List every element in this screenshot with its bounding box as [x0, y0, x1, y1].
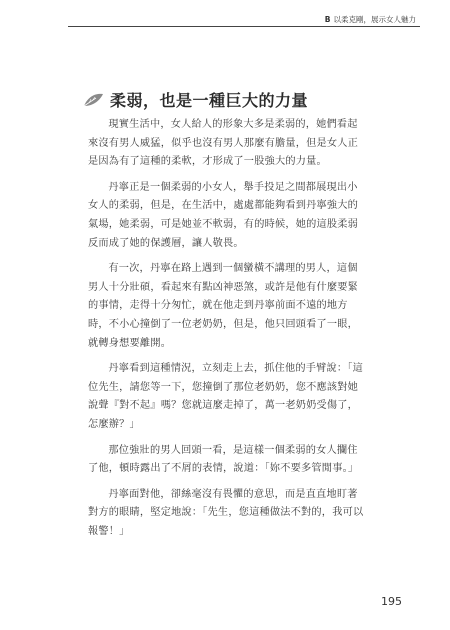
paragraph: 丹寧面對他，卻絲毫沒有畏懼的意思，而是直直地盯著對方的眼睛，堅定地說：「先生，您這種做法不對的，我可以報警！」	[88, 488, 364, 537]
body-text	[88, 116, 368, 548]
leaf-icon	[82, 92, 104, 108]
section-title: 柔弱，也是一種巨大的力量	[110, 91, 309, 110]
paragraph: 有一次，丹寧在路上遇到一個蠻橫不講理的男人，這個男人十分壯碩，看起來有點凶神惡煞，或許是他有什麼要緊的事情，走得十分匆忙，就在他走到丹寧前面不遠的地方時，不小心撞倒了一位老奶奶，但是，他只回頭看了一眼，就轉身想要離開。	[88, 263, 359, 349]
paragraph: 丹寧看到這種情況，立刻走上去，抓住他的手臂說：「這位先生，請您等一下，您撞倒了那位老奶奶，您不應該對她說聲『對不起』嗎？您就這麼走掉了，萬一老奶奶受傷了，怎麼辦？」	[88, 363, 363, 430]
header-mark: 𝗕	[324, 15, 331, 24]
paragraph: 那位強壯的男人回頭一看，是這樣一個柔弱的女人攔住了他，頓時露出了不屑的表情，說道：「妳不要多管閒事。」	[88, 444, 359, 475]
header-text: 以柔克剛，展示女人魅力	[333, 15, 416, 24]
page-number: 195	[381, 595, 402, 608]
header-rule	[68, 26, 420, 27]
section-heading	[82, 88, 308, 111]
running-header	[325, 14, 416, 25]
paragraph: 現實生活中，女人給人的形象大多是柔弱的，她們看起來沒有男人威猛，似乎也沒有男人那麼有膽量，但是女人正是因為有了這種的柔軟，才形成了一股強大的力量。	[88, 119, 359, 168]
paragraph: 丹寧正是一個柔弱的小女人，舉手投足之間都展現出小女人的柔弱，但是，在生活中，處處都能夠看到丹寧強大的氣場，她柔弱，可是她並不軟弱，有的時候，她的這股柔弱反而成了她的保護層，讓人敬畏。	[88, 181, 359, 249]
